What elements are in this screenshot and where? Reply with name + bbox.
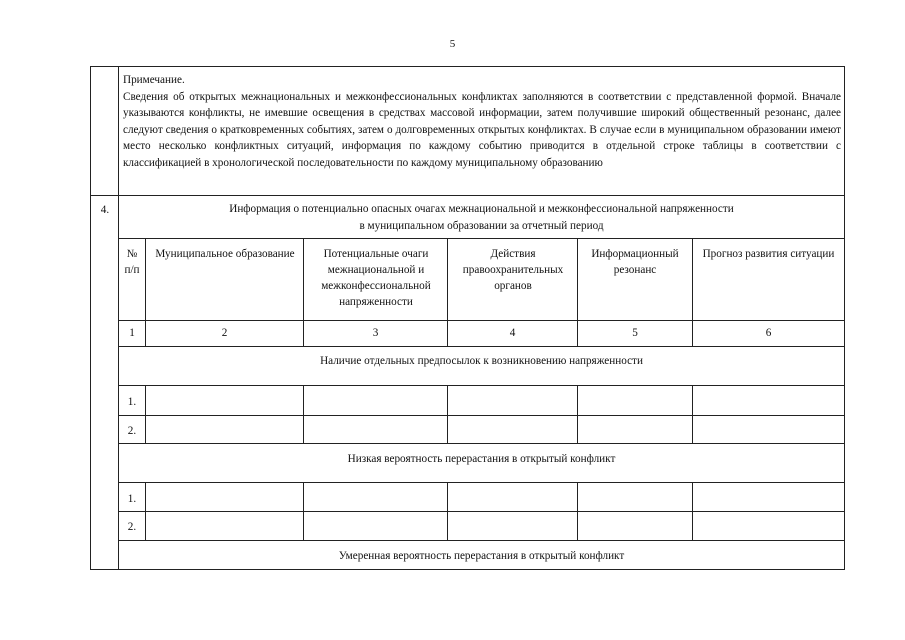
row-number: 2. — [127, 521, 137, 533]
group-title: Умеренная вероятность перерастания в открытый конфликт — [338, 550, 625, 562]
page-number: 5 — [449, 38, 456, 50]
group-title: Низкая вероятность перерастания в открытый конфликт — [347, 453, 616, 465]
section-title-line1: Информация о потенциально опасных очагах межнациональной и межконфессиональной напряженности — [229, 203, 734, 215]
column-number: 3 — [372, 327, 379, 339]
note-body: Сведения об открытых межнациональных и межконфессиональных конфликтах заполняются в соответствии с представленной формой. Вначале указываются конфликты, не имевшие освещения в средствах массовой информации, затем получившие широкий общественный резонанс, далее следуют сведения о кратковременных событиях, затем о долговременных открытых конфликтах. В случае если в муниципальном образовании имеют место несколько конфликтных ситуаций, информация по каждому событию приводится в отдельной строке таблицы в соответствии с классификацией в хронологической последовательности по каждому муниципальному образованию — [123, 90, 841, 169]
column-number: 6 — [765, 327, 772, 339]
header-municipality: Муниципальное образование — [155, 248, 295, 260]
column-number: 5 — [632, 327, 638, 339]
column-number: 1 — [129, 327, 135, 339]
header-law-enforcement: Действия правоохранительных органов — [462, 248, 564, 292]
note-title: Примечание. — [123, 74, 185, 86]
column-number: 2 — [221, 327, 228, 339]
header-number: № п/п — [124, 248, 140, 276]
note-block — [123, 72, 841, 171]
column-number: 4 — [509, 327, 516, 339]
group-title: Наличие отдельных предпосылок к возникновению напряженности — [320, 355, 643, 367]
row-number: 1. — [127, 493, 137, 505]
header-info-resonance: Информационный резонанс — [591, 248, 679, 276]
header-tension-sources: Потенциальные очаги межнациональной и межконфессиональной напряженности — [321, 248, 431, 308]
row-number: 1. — [127, 396, 137, 408]
row-number: 2. — [127, 425, 137, 437]
section-number: 4. — [100, 204, 110, 216]
header-forecast: Прогноз развития ситуации — [702, 248, 835, 260]
section-title-line2: в муниципальном образовании за отчетный период — [359, 220, 604, 232]
